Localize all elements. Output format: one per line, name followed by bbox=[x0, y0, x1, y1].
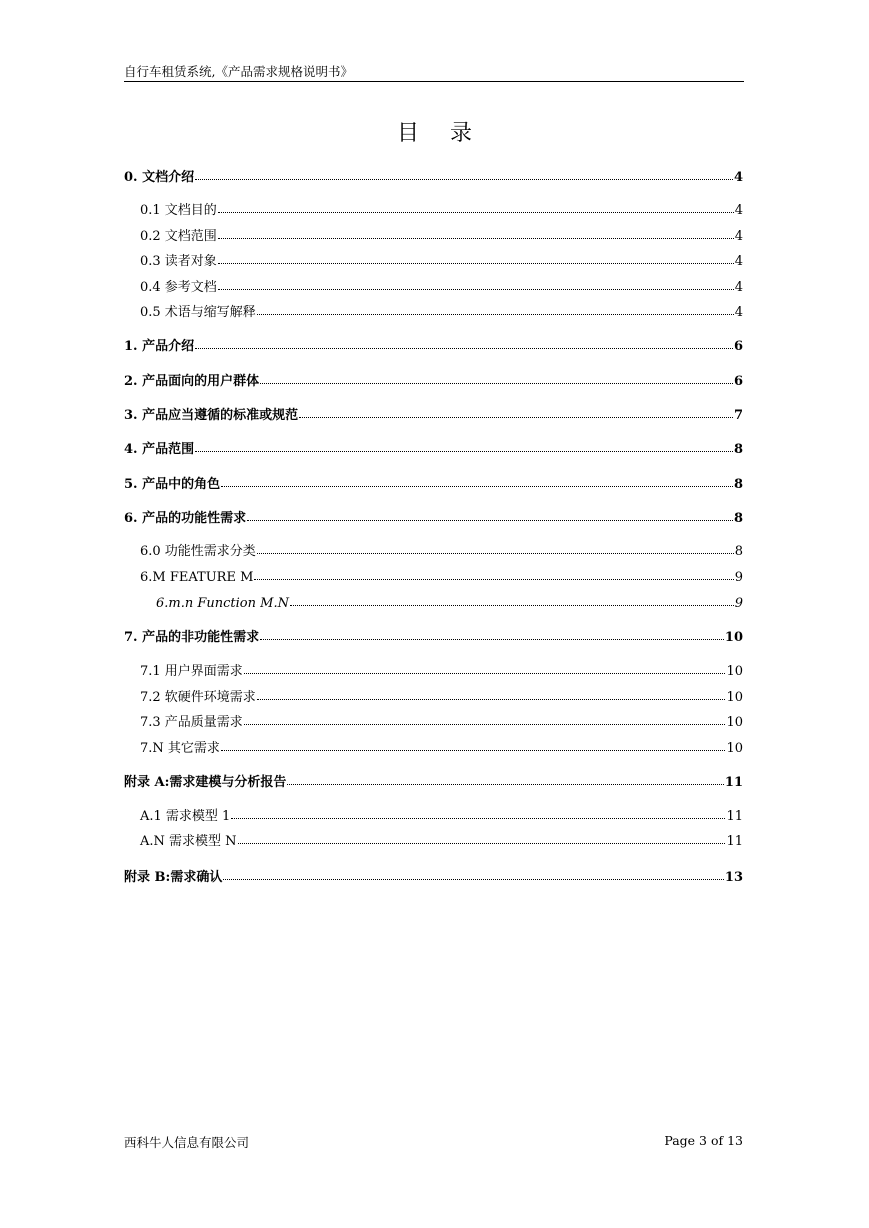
toc-leader-dots bbox=[195, 178, 733, 180]
toc-leader-dots bbox=[223, 878, 724, 880]
toc-entry[interactable] bbox=[140, 689, 743, 707]
header-divider bbox=[124, 81, 744, 82]
toc-entry-label: 附录 A:需求建模与分析报告 bbox=[124, 775, 287, 790]
toc-entry[interactable] bbox=[140, 543, 743, 561]
footer-page-number: Page 3 of 13 bbox=[664, 1133, 743, 1148]
toc-entry[interactable] bbox=[124, 373, 743, 391]
toc-entry-label: A.N 需求模型 N bbox=[140, 834, 237, 849]
toc-entry-page: 9 bbox=[734, 570, 743, 585]
toc-entry-label: 2. 产品面向的用户群体 bbox=[124, 374, 260, 389]
toc-entry-label: 4. 产品范围 bbox=[124, 442, 195, 457]
toc-entry[interactable] bbox=[124, 476, 743, 494]
toc-entry-page: 4 bbox=[734, 229, 743, 244]
toc-entry[interactable] bbox=[124, 774, 743, 792]
toc-leader-dots bbox=[287, 783, 723, 785]
toc-entry-page: 4 bbox=[734, 305, 743, 320]
toc-entry-page: 6 bbox=[733, 339, 743, 354]
toc-entry-page: 4 bbox=[734, 254, 743, 269]
toc-entry-label: 3. 产品应当遵循的标准或规范 bbox=[124, 408, 299, 423]
toc-entry-page: 10 bbox=[726, 664, 743, 679]
toc-entry[interactable] bbox=[124, 338, 743, 356]
toc-entry-label: 0.4 参考文档 bbox=[140, 280, 217, 295]
toc-title: 目 录 bbox=[397, 121, 484, 146]
toc-entry-page: 4 bbox=[734, 280, 743, 295]
toc-entry-label: 5. 产品中的角色 bbox=[124, 477, 221, 492]
toc-entry[interactable] bbox=[140, 808, 743, 826]
toc-entry[interactable] bbox=[140, 202, 743, 220]
toc-entry-label: 6.0 功能性需求分类 bbox=[140, 544, 256, 559]
toc-entry-page: 13 bbox=[724, 870, 743, 885]
toc-leader-dots bbox=[254, 578, 733, 580]
toc-entry-page: 11 bbox=[724, 775, 743, 790]
toc-entry-page: 8 bbox=[733, 442, 743, 457]
toc-entry[interactable] bbox=[140, 833, 743, 851]
toc-entry[interactable] bbox=[140, 304, 743, 322]
toc-entry-label: 6. 产品的功能性需求 bbox=[124, 511, 247, 526]
toc-entry-page: 7 bbox=[733, 408, 743, 423]
toc-leader-dots bbox=[257, 698, 726, 700]
toc-leader-dots bbox=[218, 288, 734, 290]
toc-entry-page: 8 bbox=[733, 511, 743, 526]
toc-entry[interactable] bbox=[140, 663, 743, 681]
toc-entry[interactable] bbox=[140, 279, 743, 297]
toc-leader-dots bbox=[221, 749, 726, 751]
toc-leader-dots bbox=[218, 262, 734, 264]
toc-entry-page: 8 bbox=[734, 544, 743, 559]
toc-leader-dots bbox=[231, 817, 725, 819]
toc-entry[interactable] bbox=[124, 629, 743, 647]
toc-entry[interactable] bbox=[140, 228, 743, 246]
toc-entry-label: 7. 产品的非功能性需求 bbox=[124, 630, 260, 645]
toc-leader-dots bbox=[247, 519, 733, 521]
toc-entry-label: 0.2 文档范围 bbox=[140, 229, 217, 244]
toc-leader-dots bbox=[218, 211, 734, 213]
toc-leader-dots bbox=[221, 485, 733, 487]
toc-entry-page: 10 bbox=[726, 715, 743, 730]
toc-leader-dots bbox=[260, 638, 724, 640]
toc-leader-dots bbox=[218, 237, 734, 239]
toc-entry[interactable] bbox=[156, 595, 743, 613]
toc-entry-page: 9 bbox=[734, 596, 743, 611]
toc-entry-label: 0.3 读者对象 bbox=[140, 254, 217, 269]
toc-entry-label: 1. 产品介绍 bbox=[124, 339, 195, 354]
toc-entry-label: 0.1 文档目的 bbox=[140, 203, 217, 218]
toc-entry-page: 8 bbox=[733, 477, 743, 492]
toc-entry[interactable] bbox=[140, 740, 743, 758]
toc-leader-dots bbox=[195, 450, 733, 452]
toc-entry[interactable] bbox=[124, 510, 743, 528]
toc-entry-label: 7.3 产品质量需求 bbox=[140, 715, 243, 730]
toc-entry-page: 10 bbox=[726, 690, 743, 705]
toc-leader-dots bbox=[244, 672, 726, 674]
toc-entry-label: 附录 B:需求确认 bbox=[124, 870, 223, 885]
toc-leader-dots bbox=[238, 842, 726, 844]
toc-leader-dots bbox=[195, 347, 733, 349]
toc-entry-page: 6 bbox=[733, 374, 743, 389]
footer-company: 西科牛人信息有限公司 bbox=[124, 1135, 250, 1150]
toc-entry-page: 4 bbox=[734, 203, 743, 218]
toc-entry[interactable] bbox=[124, 407, 743, 425]
toc-leader-dots bbox=[257, 313, 734, 315]
toc-entry-label: 6.m.n Function M.N bbox=[156, 596, 289, 611]
toc-entry-page: 10 bbox=[726, 741, 743, 756]
toc-entry[interactable] bbox=[140, 253, 743, 271]
toc-entry[interactable] bbox=[124, 869, 743, 887]
toc-leader-dots bbox=[299, 416, 733, 418]
toc-entry-page: 11 bbox=[726, 809, 743, 824]
toc-entry[interactable] bbox=[124, 169, 743, 187]
page-header-title: 自行车租赁系统,《产品需求规格说明书》 bbox=[124, 64, 353, 79]
toc-leader-dots bbox=[260, 382, 733, 384]
toc-entry-label: 7.2 软硬件环境需求 bbox=[140, 690, 256, 705]
toc-entry-page: 11 bbox=[726, 834, 743, 849]
toc-entry-label: 7.N 其它需求 bbox=[140, 741, 220, 756]
toc-entry-label: 0. 文档介绍 bbox=[124, 170, 195, 185]
toc-entry[interactable] bbox=[140, 569, 743, 587]
toc-leader-dots bbox=[290, 604, 734, 606]
toc-entry[interactable] bbox=[124, 441, 743, 459]
toc-entry-page: 10 bbox=[724, 630, 743, 645]
toc-entry[interactable] bbox=[140, 714, 743, 732]
toc-entry-label: A.1 需求模型 1 bbox=[140, 809, 231, 824]
toc-leader-dots bbox=[257, 552, 734, 554]
toc-entry-label: 7.1 用户界面需求 bbox=[140, 664, 243, 679]
toc-entry-page: 4 bbox=[733, 170, 743, 185]
toc-entry-label: 6.M FEATURE M bbox=[140, 570, 254, 585]
toc-entry-label: 0.5 术语与缩写解释 bbox=[140, 305, 256, 320]
toc-leader-dots bbox=[244, 723, 726, 725]
